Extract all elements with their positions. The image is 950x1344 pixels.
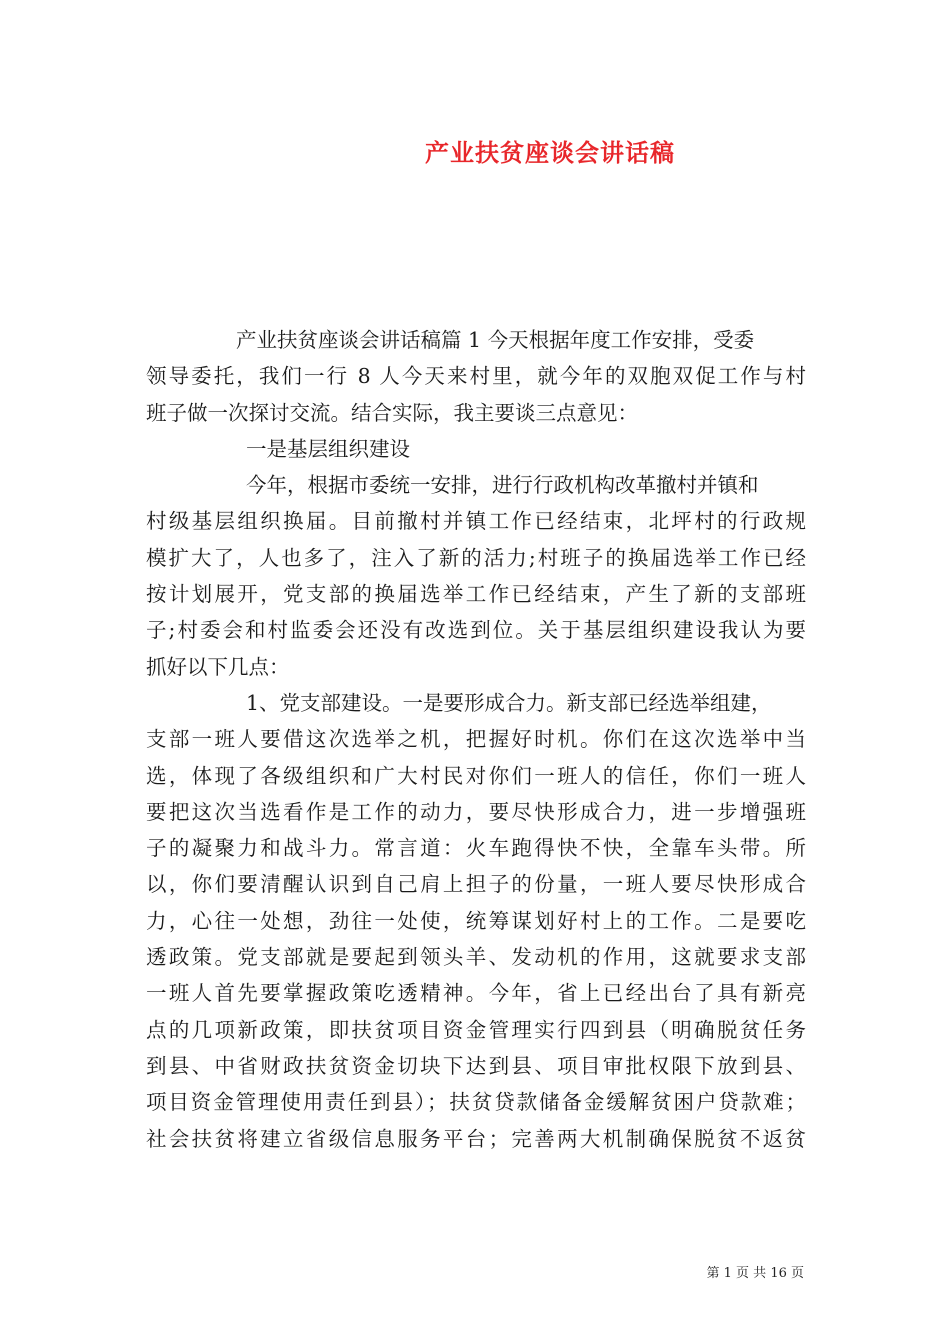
paragraph-line: 点的几项新政策，即扶贫项目资金管理实行四到县（明确脱贫任务 xyxy=(146,1017,806,1042)
document-title: 产业扶贫座谈会讲话稿 xyxy=(425,138,675,167)
paragraph-line: 选，体现了各级组织和广大村民对你们一班人的信任，你们一班人 xyxy=(146,763,806,788)
paragraph-line: 按计划展开，党支部的换届选举工作已经结束，产生了新的支部班 xyxy=(146,582,806,607)
paragraph-line: 1、党支部建设。一是要形成合力。新支部已经选举组建， xyxy=(246,690,772,715)
section-heading: 一是基层组织建设 xyxy=(246,436,410,461)
paragraph-line: 抓好以下几点： xyxy=(146,654,290,679)
paragraph-line: 模扩大了，人也多了，注入了新的活力;村班子的换届选举工作已经 xyxy=(146,545,806,570)
paragraph-line: 领导委托，我们一行 8 人今天来村里，就今年的双胞双促工作与村 xyxy=(146,364,806,389)
paragraph-line: 村级基层组织换届。目前撤村并镇工作已经结束，北坪村的行政规 xyxy=(146,509,806,534)
paragraph-line: 项目资金管理使用责任到县）；扶贫贷款储备金缓解贫困户贷款难； xyxy=(146,1090,806,1115)
document-body xyxy=(146,322,806,1157)
paragraph-line: 社会扶贫将建立省级信息服务平台；完善两大机制确保脱贫不返贫 xyxy=(146,1126,806,1151)
paragraph-line: 子的凝聚力和战斗力。常言道：火车跑得快不快，全靠车头带。所 xyxy=(146,836,806,861)
paragraph-line: 要把这次当选看作是工作的动力，要尽快形成合力，进一步增强班 xyxy=(146,799,806,824)
paragraph-line: 班子做一次探讨交流。结合实际，我主要谈三点意见： xyxy=(146,400,638,425)
paragraph-line: 支部一班人要借这次选举之机，把握好时机。你们在这次选举中当 xyxy=(146,727,806,752)
page-number-footer: 第 1 页 共 16 页 xyxy=(706,1266,804,1281)
paragraph-line: 透政策。党支部就是要起到领头羊、发动机的作用，这就要求支部 xyxy=(146,945,806,970)
paragraph-line: 今年，根据市委统一安排，进行行政机构改革撤村并镇和 xyxy=(246,473,759,498)
paragraph-line: 产业扶贫座谈会讲话稿篇 1 今天根据年度工作安排，受委 xyxy=(236,328,755,352)
paragraph-line: 以，你们要清醒认识到自己肩上担子的份量，一班人要尽快形成合 xyxy=(146,872,806,897)
paragraph-line: 到县、中省财政扶贫资金切块下达到县、项目审批权限下放到县、 xyxy=(146,1053,806,1078)
paragraph-line: 力，心往一处想，劲往一处使，统筹谋划好村上的工作。二是要吃 xyxy=(146,908,806,933)
paragraph-line: 子;村委会和村监委会还没有改选到位。关于基层组织建设我认为要 xyxy=(146,618,806,643)
paragraph-line: 一班人首先要掌握政策吃透精神。今年，省上已经出台了具有新亮 xyxy=(146,981,806,1006)
